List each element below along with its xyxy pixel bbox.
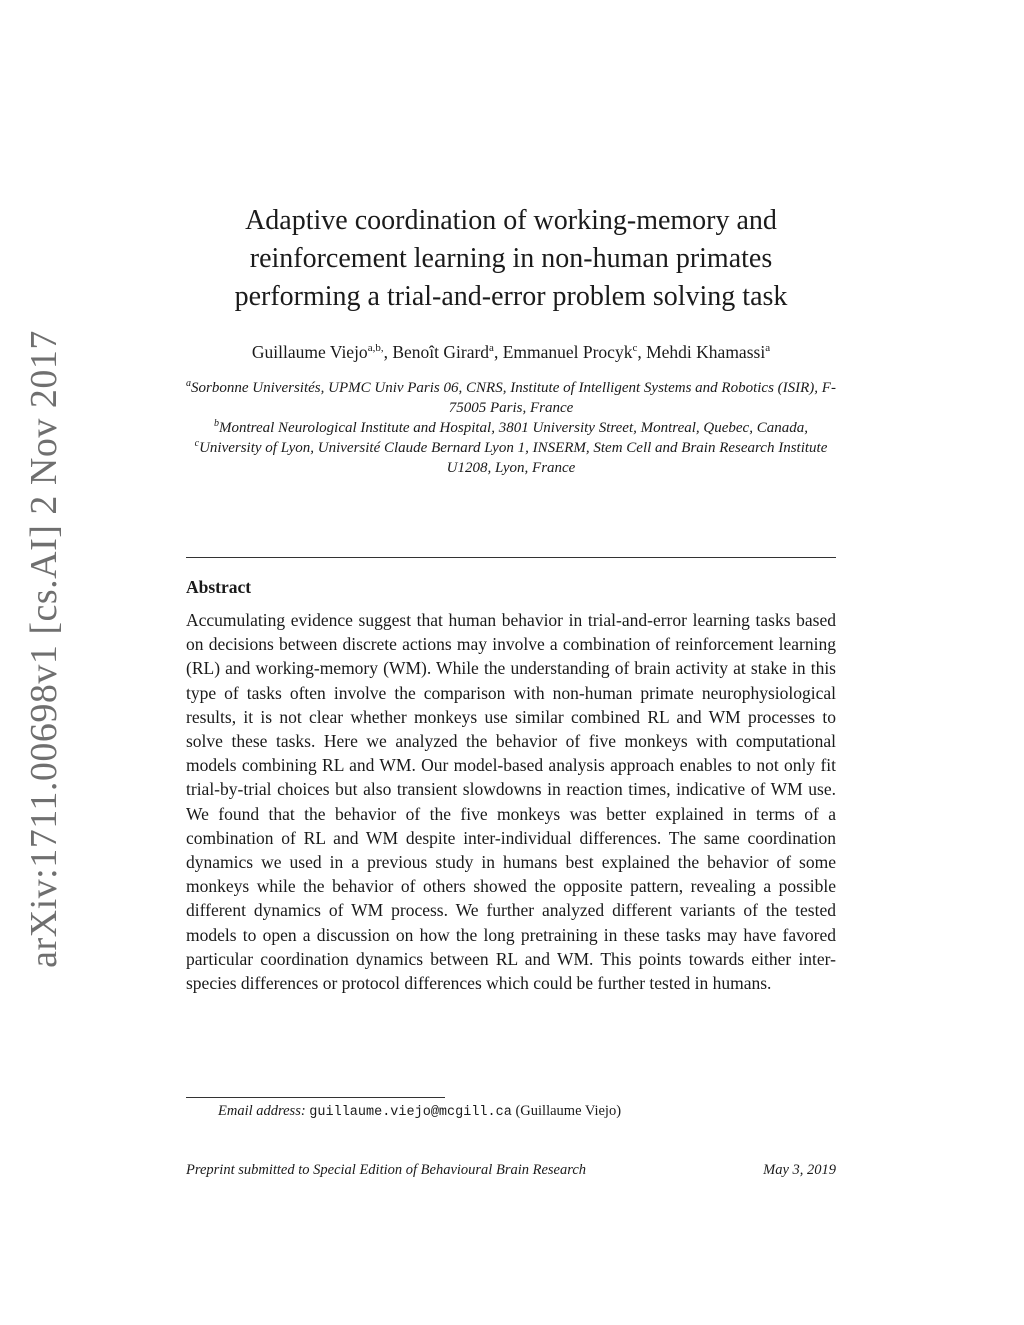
email-footnote xyxy=(218,1101,621,1123)
abstract-body xyxy=(186,608,836,995)
affiliation xyxy=(186,418,836,438)
author-affil-mark: c xyxy=(632,342,638,354)
author-separator: , xyxy=(493,342,503,362)
paper-title xyxy=(186,202,836,316)
email-label: Email address: xyxy=(218,1103,306,1119)
author-name: Mehdi Khamassi xyxy=(646,342,766,362)
author-separator: , xyxy=(383,342,393,362)
abstract-top-rule xyxy=(186,557,836,558)
author-separator: , xyxy=(637,342,647,362)
affiliation-text: Sorbonne Universités, UPMC Univ Paris 06, CNRS, Institute of Intelligent Systems and Robotics (ISIR), F-75005 Paris, France xyxy=(191,380,836,416)
arxiv-stamp xyxy=(16,330,72,968)
abstract-text: Accumulating evidence suggest that human behavior in trial-and-error learning tasks based on decisions between discrete actions may involve a combination of reinforcement learning (RL) and working-memory (WM). While the understanding of brain activity at stake in this type of tasks often involve the comparison with non-human primate neurophysiological results, it is not clear whether monkeys use similar combined RL and WM processes to solve these tasks. Here we analyzed the behavior of five monkeys with computational models combining RL and WM. Our model-based analysis approach enables to not only fit trial-by-trial choices but also transient slowdowns in reaction times, indicative of WM use. We found that the behavior of the five monkeys was better explained in terms of a combination of RL and WM despite inter-individual differences. The same coordination dynamics we used in a previous study in humans best explained the behavior of some monkeys while the behavior of others showed the opposite pattern, revealing a possible different dynamics of WM process. We further analyzed different variants of the tested models to open a discussion on how the long pretraining in these tasks may have favored particular coordination dynamics between RL and WM. This points towards either inter-species differences or protocol differences which could be further tested in humans. xyxy=(186,610,836,994)
affiliation-list xyxy=(186,378,836,478)
affiliation-mark: b xyxy=(214,418,220,429)
affiliation-text: Montreal Neurological Institute and Hospital, 3801 University Street, Montreal, Quebec, Canada, xyxy=(219,420,808,436)
abstract-heading: Abstract xyxy=(186,577,252,597)
title-line: reinforcement learning in non-human primates xyxy=(249,243,773,274)
preprint-footer xyxy=(186,1160,836,1180)
title-line: performing a trial-and-error problem solving task xyxy=(234,281,788,312)
author-list xyxy=(186,340,836,364)
arxiv-identifier: arXiv:1711.00698v1 [cs.AI] 2 Nov 2017 xyxy=(23,330,66,968)
title-line: Adaptive coordination of working-memory and xyxy=(245,205,777,236)
footnote-rule xyxy=(186,1097,445,1098)
email-owner: (Guillaume Viejo) xyxy=(515,1103,622,1119)
preprint-date: May 3, 2019 xyxy=(763,1162,836,1178)
affiliation xyxy=(186,378,836,418)
author-affil-mark: a xyxy=(765,342,771,354)
affiliation-mark: a xyxy=(186,378,192,389)
affiliation-mark: c xyxy=(194,438,200,449)
author-name: Guillaume Viejo xyxy=(251,342,368,362)
affiliation-text: University of Lyon, Université Claude Bernard Lyon 1, INSERM, Stem Cell and Brain Research Institute U1208, Lyon, France xyxy=(199,440,828,476)
author-name: Emmanuel Procyk xyxy=(502,342,633,362)
preprint-note: Preprint submitted to Special Edition of Behavioural Brain Research xyxy=(186,1162,587,1178)
author-name: Benoît Girard xyxy=(392,342,490,362)
author-affil-mark: a,b, xyxy=(367,342,384,354)
author-affil-mark: a xyxy=(489,342,494,354)
affiliation xyxy=(186,438,836,478)
email-address[interactable]: guillaume.viejo@mcgill.ca xyxy=(309,1105,512,1120)
